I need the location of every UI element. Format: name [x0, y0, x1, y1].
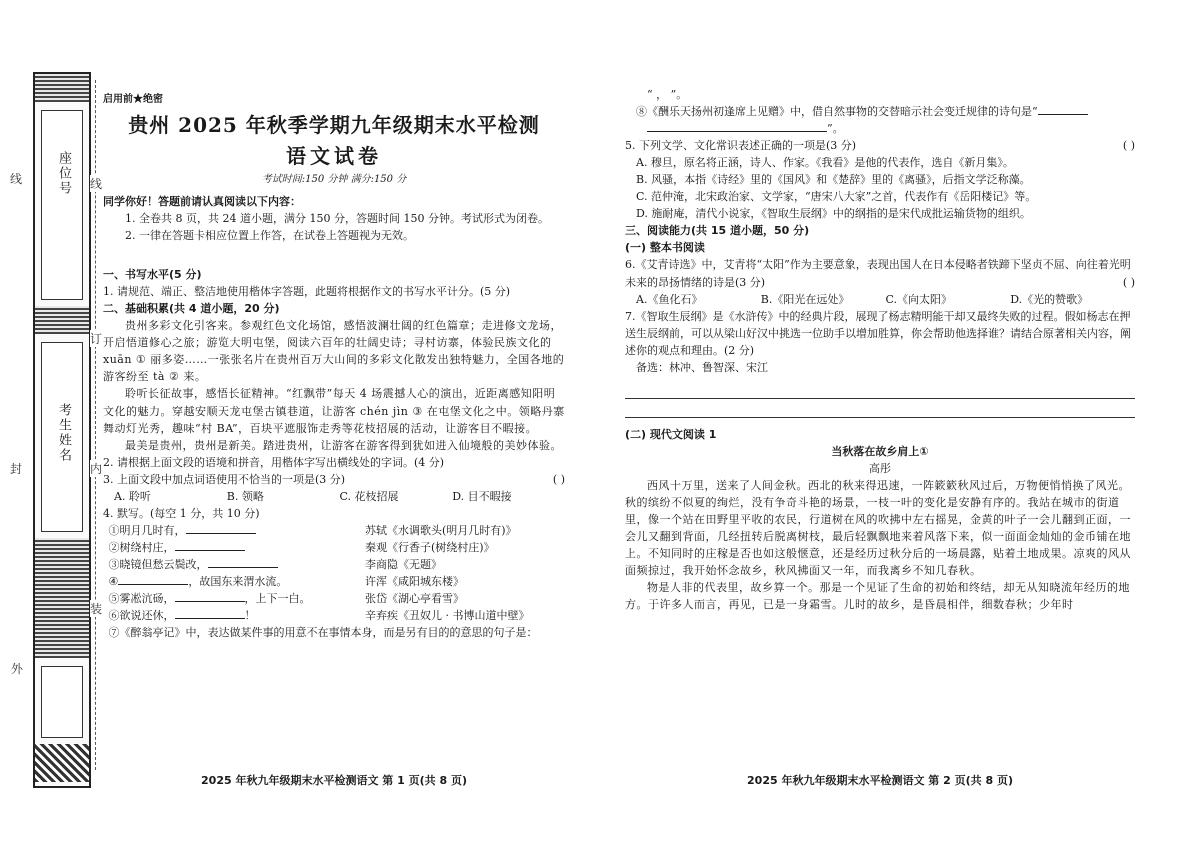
answer-line[interactable] — [625, 403, 1135, 418]
section-3-heading: 三、阅读能力(共 15 道小题，50 分) — [625, 224, 810, 238]
poem-source: 张岱《湖心亭看雪》 — [365, 592, 464, 606]
option: D. 施耐庵，清代小说家，《智取生辰纲》中的纲指的是宋代成批运输货物的组织。 — [636, 207, 1031, 221]
poem-source: 许浑《咸阳城东楼》 — [365, 574, 464, 588]
side-mark: 内 — [90, 462, 103, 476]
poem-source: 辛弃疾《丑奴儿 · 书博山道中壁》 — [365, 609, 530, 623]
poem-list — [103, 522, 565, 624]
pattern-band — [35, 306, 89, 334]
outer-mark: 外 — [11, 662, 24, 676]
poem-text: ①明月几时有， — [108, 523, 186, 537]
poem-text: ，上下一白。 — [244, 592, 311, 606]
side-mark: 线 — [90, 177, 103, 191]
question-1: 1. 请规范、端正、整洁地使用楷体字答题，此题将根据作文的书写水平计分。(5 分) — [103, 285, 511, 299]
option: D. 目不暇接 — [452, 489, 512, 503]
right-page — [625, 86, 1135, 613]
question-6-text: 6.《艾青诗选》中，艾青将“太阳”作为主要意象，表现出国人在日本侵略者铁蹄下坚贞不屈、向往着光明未来的昂扬情绪的诗是(3 分) — [625, 258, 1131, 289]
essay-title: 当秋落在故乡肩上① — [831, 444, 929, 458]
q3-options — [103, 488, 565, 505]
pattern-band — [35, 744, 89, 782]
option: A. 聆听 — [114, 489, 151, 503]
poem-row — [103, 539, 565, 556]
q7-choices: 备选：林冲、鲁智深、宋江 — [636, 360, 768, 374]
question-5 — [625, 137, 1135, 154]
section-2-heading: 二、基础积累(共 4 道小题，20 分) — [103, 302, 280, 316]
poem-text: ④ — [108, 574, 119, 588]
poem-8-text: ⑧《酬乐天扬州初逢席上见赠》中，借自然事物的交替暗示社会变迁规律的诗句是“ — [636, 105, 1038, 119]
answer-blank[interactable] — [1038, 103, 1088, 115]
name-label: 考生姓名 — [56, 403, 71, 463]
poem-8 — [625, 103, 1135, 120]
subject-title: 语文试卷 — [286, 143, 382, 168]
secret-mark: 启用前★绝密 — [103, 94, 163, 105]
option: D.《光的赞歌》 — [1010, 292, 1089, 306]
option: A.《鱼化石》 — [636, 292, 703, 306]
answer-blank[interactable] — [647, 120, 827, 132]
option: B.《阳光在远处》 — [760, 292, 850, 306]
answer-paren: ( ) — [1122, 139, 1135, 153]
answer-blank[interactable] — [175, 590, 245, 602]
note-1: 1. 全卷共 8 页，共 24 道小题，满分 150 分，答题时间 150 分钟。考试形式为闭卷。 — [125, 212, 549, 226]
side-mark: 封 — [10, 462, 23, 476]
poem-row — [103, 607, 565, 624]
question-3 — [103, 471, 565, 488]
answer-blank[interactable] — [175, 539, 245, 551]
poem-8-cont — [625, 120, 1135, 137]
question-5-text: 5. 下列文学、文化常识表述正确的一项是(3 分) — [625, 139, 857, 153]
poem-text: ！ — [244, 609, 256, 623]
option: C. 范仲淹，北宋政治家、文学家，“唐宋八大家”之首，代表作有《岳阳楼记》等。 — [636, 190, 1037, 204]
answer-paren: ( ) — [552, 472, 565, 486]
blank-box — [41, 666, 83, 738]
subsection-1-heading: (一) 整本书阅读 — [625, 241, 705, 255]
essay-author: 高彤 — [869, 461, 891, 475]
answer-blank[interactable] — [208, 556, 278, 568]
option: C.《向太阳》 — [885, 292, 953, 306]
page-footer: 2025 年秋九年级期末水平检测语文 第 1 页(共 8 页) — [201, 774, 467, 787]
poem-source: 苏轼《水调歌头(明月几时有)》 — [365, 523, 517, 537]
question-4: 4. 默写。(每空 1 分，共 10 分) — [103, 506, 260, 520]
essay-paragraph: 西风十万里，送来了人间金秋。西北的秋来得迅速，一阵簌簌秋风过后，万物便悄悄换了风光。秋的缤纷不似夏的绚烂，没有争奇斗艳的场景，一枝一叶的变化是安静有序的。我站在城市的街道里，像一个站在田野里平收的农民，行道树在风的吹拂中左右摇晃，金黄的叶子一会儿翻到正面，一会儿又翻到背面，几经扭转后脱离树枝，最后轻飘飘地来着风落下来，似一面面金灿灿的金币铺在地上。不知同时的庄稼是否也如这般惬意，还是经历过秋分后的一场晨露，贴着土地成果。凉爽的风从面频掠过，我开始怀念故乡，秋风拂面又一年，而我离乡不知几春秋。 — [625, 478, 1131, 578]
passage-paragraph: 贵州多彩文化引客来。参观红色文化场馆，感悟波澜壮阔的红色篇章；走进修文龙场，开启悟道修心之旅；游览大明屯堡，阅读六百年的壮阔史诗；寻村访寨，体验民族文化的 xuān ① 丽多姿……一张张名片在贵州百万大山间的多彩文化散发出独特魅力，全国各地的游客纷至 tà ② 来。 — [103, 319, 565, 384]
passage-paragraph: 聆听长征故事，感悟长征精神。“红飘带”每天 4 场震撼人心的演出，近距离感知阳明文化的魅力。穿越安顺天龙屯堡古镇巷道，让游客 chén jìn ③ 在屯堡文化之中。领略丹寨舞动灯光秀，趣味“村 BA”，百块平遮服饰走秀等花枝招展的活动，让游客目不暇接。 — [103, 387, 565, 435]
left-page — [103, 92, 565, 641]
section-1-heading: 一、书写水平(5 分) — [103, 268, 202, 282]
poem-row — [103, 573, 565, 590]
pattern-band — [35, 74, 89, 102]
answer-paren: ( ) — [1122, 275, 1135, 289]
answer-blank[interactable] — [118, 573, 188, 585]
option: A. 穆旦，原名将正涵，诗人、作家。《我看》是他的代表作，选自《新月集》。 — [636, 156, 1014, 170]
option: B. 领略 — [226, 489, 264, 503]
q6-options — [625, 291, 1135, 308]
question-2: 2. 请根据上面文段的语境和拼音，用楷体字写出横线处的字词。(4 分) — [103, 455, 445, 469]
exam-title: 贵州 2025 年秋季学期九年级期末水平检测 — [128, 112, 540, 137]
option: C. 花枝招展 — [339, 489, 399, 503]
poem-row — [103, 522, 565, 539]
note-2: 2. 一律在答题卡相应位置上作答，在试卷上答题视为无效。 — [125, 229, 414, 243]
exam-info: 考试时间:150 分钟 满分:150 分 — [261, 173, 407, 185]
poem-source: 秦观《行香子(树绕村庄)》 — [365, 540, 495, 554]
side-mark: 线 — [10, 172, 23, 186]
pattern-band — [35, 538, 89, 658]
subsection-2-heading: (二) 现代文阅读 1 — [625, 427, 717, 441]
poem-7: ⑦《醉翁亭记》中，表达做某件事的用意不在事情本身，而是另有目的的意思的句子是： — [108, 626, 538, 640]
poem-text: ⑥欲说还休， — [108, 609, 175, 623]
question-7: 7.《智取生辰纲》是《水浒传》中的经典片段，展现了杨志精明能干却又最终失败的过程。假如杨志在押送生辰纲前，可以从梁山好汉中挑选一位助手以增加胜算，你会帮助他选择谁？请结合原著相关内容，阐述你的观点和理由。(2 分) — [625, 309, 1131, 357]
passage-paragraph: 最美是贵州，贵州是新美。踏进贵州，让游客在游客得到犹如进入仙境般的美妙体验。 — [125, 438, 562, 452]
seat-box — [41, 110, 83, 300]
option: B. 风骚，本指《诗经》里的《国风》和《楚辞》里的《离骚》，后指文学泛称藻。 — [636, 173, 1031, 187]
poem-row — [103, 590, 565, 607]
answer-blank[interactable] — [186, 522, 256, 534]
binding-strip — [33, 72, 91, 788]
page-footer: 2025 年秋九年级期末水平检测语文 第 2 页(共 8 页) — [747, 774, 1013, 787]
side-mark: 装 — [90, 602, 103, 616]
poem-text: ⑤雾凇沆砀， — [108, 592, 175, 606]
essay-paragraph: 物是人非的代表里，故乡算一个。那是一个见证了生命的初始和终结，却无从知晓流年经历的地方。于许多人而言，再见，已是一身霜雪。儿时的故乡，是昏晨相伴，细数春秋；少年时 — [625, 581, 1130, 612]
name-box — [41, 342, 83, 532]
quote-line: “ ， ”。 — [647, 88, 688, 101]
question-3-text: 3. 上面文段中加点词语使用不恰当的一项是(3 分) — [103, 472, 346, 486]
poem-row — [103, 556, 565, 573]
seat-label: 座位号 — [56, 151, 71, 196]
side-mark: 订 — [90, 332, 103, 346]
poem-text: ，故国东来渭水流。 — [188, 574, 288, 588]
greeting: 同学你好！答题前请认真阅读以下内容： — [103, 195, 301, 208]
poem-8-end: ”。 — [827, 122, 844, 136]
answer-line[interactable] — [625, 384, 1135, 399]
poem-text: ②树绕村庄， — [108, 540, 175, 554]
poem-text: ③晓镜但愁云鬓改， — [108, 557, 208, 571]
poem-source: 李商隐《无题》 — [365, 557, 442, 571]
question-6 — [625, 256, 1135, 290]
answer-blank[interactable] — [175, 607, 245, 619]
